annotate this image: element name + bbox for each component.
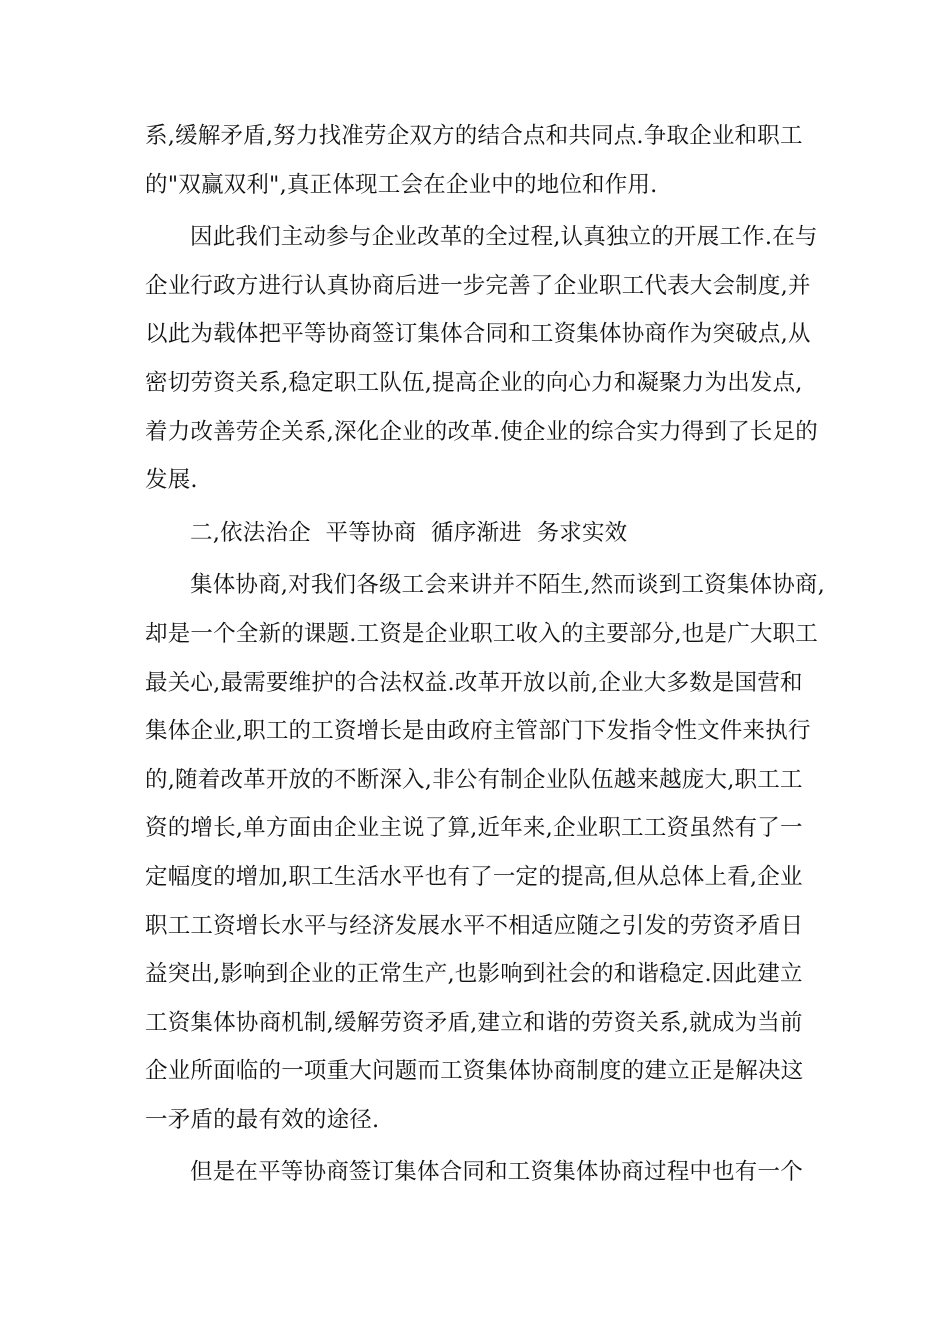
text-line: 企业所面临的一项重大问题而工资集体协商制度的建立正是解决这 (145, 1058, 804, 1085)
text-line: 但是在平等协商签订集体合同和工资集体协商过程中也有一个 (190, 1159, 803, 1186)
text-line: 着力改善劳企关系,深化企业的改革.使企业的综合实力得到了长足的 (145, 418, 819, 445)
document-body (145, 112, 825, 1197)
text-line: 密切劳资关系,稳定职工队伍,提高企业的向心力和凝聚力为出发点, (145, 369, 803, 396)
text-line: 系,缓解矛盾,努力找准劳企双方的结合点和共同点.争取企业和职工 (145, 123, 803, 149)
text-line: 职工工资增长水平与经济发展水平不相适应随之引发的劳资矛盾日 (145, 912, 804, 939)
text-line: 集体企业,职工的工资增长是由政府主管部门下发指令性文件来执行 (145, 718, 811, 745)
text-line: 的,随着改革开放的不断深入,非公有制企业队伍越来越庞大,职工工 (145, 766, 803, 793)
text-line: 资的增长,单方面由企业主说了算,近年来,企业职工工资虽然有了一 (145, 815, 803, 842)
paragraph-2 (145, 213, 819, 505)
text-line: 工资集体协商机制,缓解劳资矛盾,建立和谐的劳资关系,就成为当前 (145, 1009, 803, 1036)
section-heading (145, 509, 815, 558)
text-line: 因此我们主动参与企业改革的全过程,认真独立的开展工作.在与 (190, 224, 818, 251)
text-line: 最关心,最需要维护的合法权益.改革开放以前,企业大多数是国营和 (145, 669, 803, 696)
heading-text: 二,依法治企 平等协商 循序渐进 务求实效 (190, 519, 628, 546)
text-line: 发展. (145, 467, 198, 494)
paragraph-1 (145, 112, 815, 209)
text-line: 定幅度的增加,职工生活水平也有了一定的提高,但从总体上看,企业 (145, 863, 803, 890)
text-line: 集体协商,对我们各级工会来讲并不陌生,然而谈到工资集体协商, (190, 572, 825, 599)
paragraph-4 (145, 1148, 815, 1197)
text-line: 的"双赢双利",真正体现工会在企业中的地位和作用. (145, 171, 658, 198)
text-line: 企业行政方进行认真协商后进一步完善了企业职工代表大会制度,并 (145, 272, 811, 299)
paragraph-3 (145, 561, 825, 1144)
text-line: 却是一个全新的课题.工资是企业职工收入的主要部分,也是广大职工 (145, 620, 819, 647)
text-line: 一矛盾的最有效的途径. (145, 1106, 380, 1133)
text-line: 以此为载体把平等协商签订集体合同和工资集体协商作为突破点,从 (145, 321, 811, 348)
text-line: 益突出,影响到企业的正常生产,也影响到社会的和谐稳定.因此建立 (145, 961, 803, 988)
